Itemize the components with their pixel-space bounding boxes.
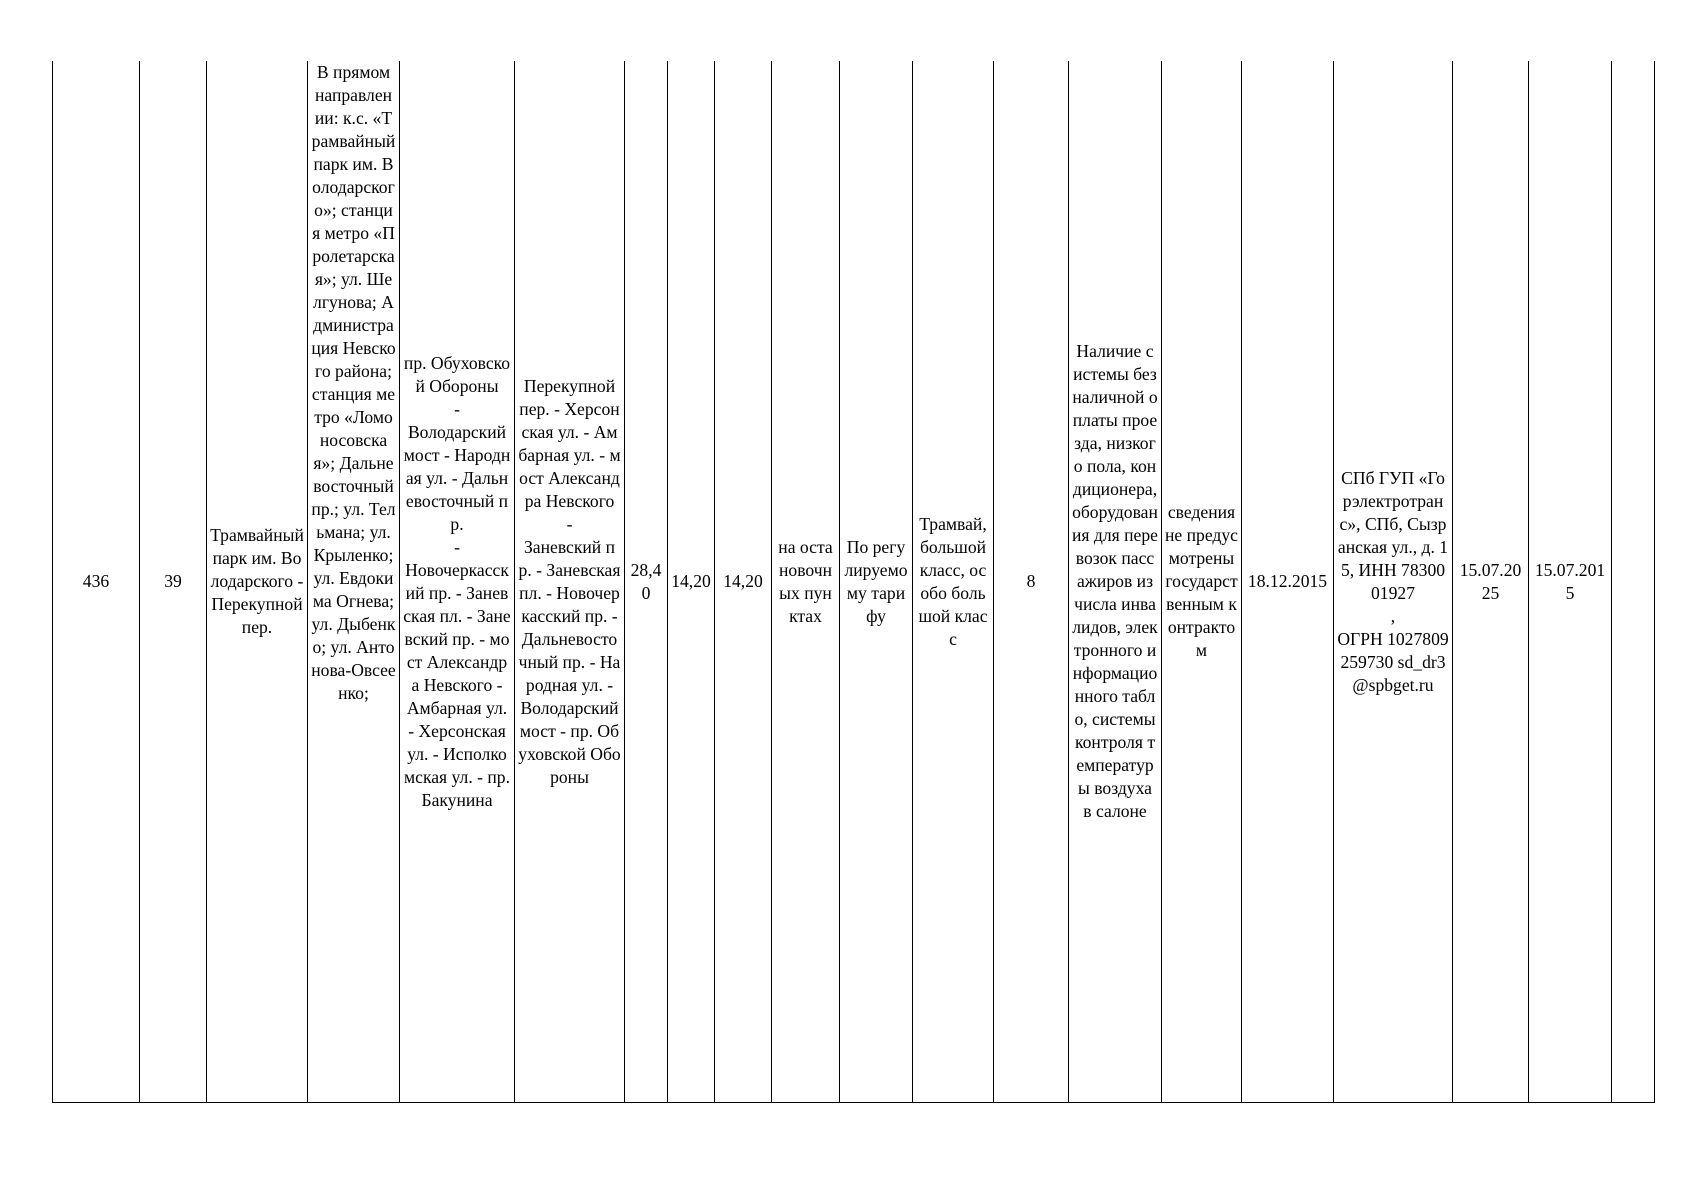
vehicle-count-cell bbox=[994, 61, 1069, 1103]
start-date-cell bbox=[1242, 61, 1334, 1103]
date-1-cell bbox=[1453, 61, 1529, 1103]
forward-streets: пр. Обуховской Обороны - Володарский мост - Народная ул. - Дальневосточный пр. - Новочеркасский пр. - Заневская пл. - Заневский пр. - мост Александра Невского - Амбарная ул. - Херсонская ул. - Исполкомская ул. - пр. Бакунина bbox=[403, 352, 511, 810]
route-name: Трамвайный парк им. Володарского - Перекупной пер. bbox=[210, 525, 304, 637]
length-forward-cell bbox=[668, 61, 715, 1103]
contract-info-cell bbox=[1162, 61, 1242, 1103]
length-reverse-cell bbox=[715, 61, 772, 1103]
vehicle-characteristics: Наличие системы безналичной оплаты проезда, низкого пола, кондиционера, оборудования для перевозок пассажиров из числа инвалидов, электронного информационного табло, системы контроля температуры воздуха в салоне bbox=[1072, 341, 1158, 821]
registry-number: 436 bbox=[82, 571, 110, 591]
length-reverse: 14,20 bbox=[723, 571, 763, 591]
vehicle-class-cell bbox=[913, 61, 994, 1103]
tariff-type: По регулируемому тарифу bbox=[844, 536, 908, 626]
intermediate-stops-cell bbox=[308, 61, 400, 1103]
contract-info: сведения не предусмотрены государственным контрактом bbox=[1165, 502, 1238, 660]
length-forward: 14,20 bbox=[671, 571, 711, 591]
vehicle-characteristics-cell bbox=[1069, 61, 1162, 1103]
start-date: 18.12.2015 bbox=[1247, 571, 1328, 591]
length-total-cell bbox=[625, 61, 668, 1103]
reverse-streets-cell bbox=[515, 61, 625, 1103]
length-total: 28,40 bbox=[630, 559, 662, 603]
tariff-type-cell bbox=[840, 61, 913, 1103]
date-2-cell bbox=[1529, 61, 1612, 1103]
forward-streets-cell bbox=[400, 61, 515, 1103]
date-1: 15.07.2025 bbox=[1459, 559, 1522, 603]
vehicle-class: Трамвай, большой класс, особо большой класс bbox=[918, 513, 988, 649]
table-row bbox=[53, 61, 1655, 1103]
route-number: 39 bbox=[164, 571, 182, 591]
boarding-order: на остановочных пунктах bbox=[778, 536, 833, 626]
route-number-cell bbox=[140, 61, 207, 1103]
intermediate-stops: В прямом направлении: к.с. «Трамвайный парк им. Володарского»; станция метро «Пролетарская»; ул. Шелгунова; Администрация Невского района; станция метро «Ломоносовская»; Дальневосточный пр.; ул. Тельмана; ул. Крыленко; ул. Евдокима Огнева; ул. Дыбенко; ул. Антонова-Овсеенко; bbox=[311, 62, 396, 703]
registry-number-cell bbox=[53, 61, 140, 1103]
boarding-order-cell bbox=[772, 61, 840, 1103]
route-registry-table bbox=[52, 61, 1655, 1103]
route-name-cell bbox=[207, 61, 308, 1103]
vehicle-count: 8 bbox=[1026, 571, 1036, 591]
last-column-cell bbox=[1612, 61, 1655, 1103]
date-2: 15.07.2015 bbox=[1534, 559, 1606, 603]
reverse-streets: Перекупной пер. - Херсонская ул. - Амбарная ул. - мост Александра Невского - Заневский пр. - Заневская пл. - Новочеркасский пр. - Дальневосточный пр. - Народная ул. - Володарский мост - пр. Обуховской Обороны bbox=[518, 375, 621, 787]
carrier-info: СПб ГУП «Горэлектротранс», СПб, Сызранская ул., д. 15, ИНН 7830001927 , ОГРН 1027809259730 sd_dr3@spbget.ru bbox=[1337, 467, 1449, 695]
carrier-cell bbox=[1334, 61, 1453, 1103]
